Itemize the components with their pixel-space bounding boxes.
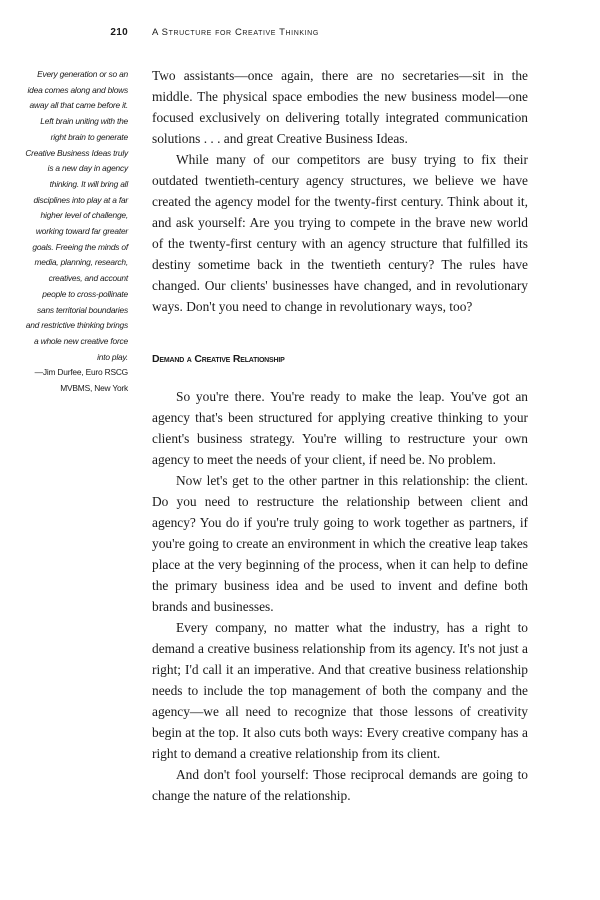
body-paragraph-6: And don't fool yourself: Those reciprocal demands are going to change the nature of the relationship.	[152, 767, 528, 803]
sidebar-quote-text: Every generation or so an idea comes along and blows away all that came before it. Left brain uniting with the right brain to generate Creative Business Ideas truly is a new day in agency thinking. It will bring all disciplines into play at a far higher level of challenge, working toward far greater goals. Freeing the minds of media, planning, research, creatives, and account people to cross-pollinate sans territorial boundaries and restrictive thinking brings a whole new creative force into play.	[25, 69, 128, 362]
section-heading: Demand a Creative Relationship	[152, 353, 285, 365]
body-paragraph-3: So you're there. You're ready to make the leap. You've got an agency that's been structured for applying creative thinking to your client's business strategy. You're willing to restructure your own agency to meet the needs of your client, if need be. No problem.	[152, 389, 528, 467]
sidebar-quote	[24, 67, 128, 397]
running-title: A Structure for Creative Thinking	[152, 27, 319, 38]
body-paragraph-4: Now let's get to the other partner in this relationship: the client. Do you need to restructure the relationship between client and agency? You do if you're truly going to work together as partners, if you're going to create an environment in which the creative leap takes place at the very beginning of the process, when it can help to define the primary business idea and be used to invent and define both brands and businesses.	[152, 473, 528, 614]
body-paragraph-1: Two assistants—once again, there are no secretaries—sit in the middle. The physical space embodies the new business model—one focused exclusively on delivering totally integrated communication solutions . . . and great Creative Business Ideas.	[152, 68, 528, 146]
page-number: 210	[110, 27, 128, 38]
body-paragraph-5: Every company, no matter what the industry, has a right to demand a creative business relationship from its agency. It's not just a right; I'd call it an imperative. And that creative business relationship needs to include the top management of both the company and the agency—we all need to recognize that those lessons of creativity begin at the top. It also cuts both ways: Every creative company has a right to demand a creative relationship from its client.	[152, 620, 528, 761]
body-paragraph-2: While many of our competitors are busy trying to fix their outdated twentieth-century agency structures, we believe we have created the agency model for the twenty-first century. Think about it, and ask yourself: Are you trying to compete in the brave new world of the twenty-first century with an agency structure that fulfilled its destiny sometime back in the twentieth century? The rules have changed. Our clients' businesses have changed, and in revolutionary ways. Don't you need to change in revolutionary ways, too?	[152, 152, 528, 314]
running-head	[0, 27, 600, 43]
main-text	[152, 65, 528, 806]
sidebar-attribution-name: —Jim Durfee, Euro RSCG	[34, 367, 128, 378]
sidebar-attribution-company: MVBMS, New York	[60, 383, 128, 394]
